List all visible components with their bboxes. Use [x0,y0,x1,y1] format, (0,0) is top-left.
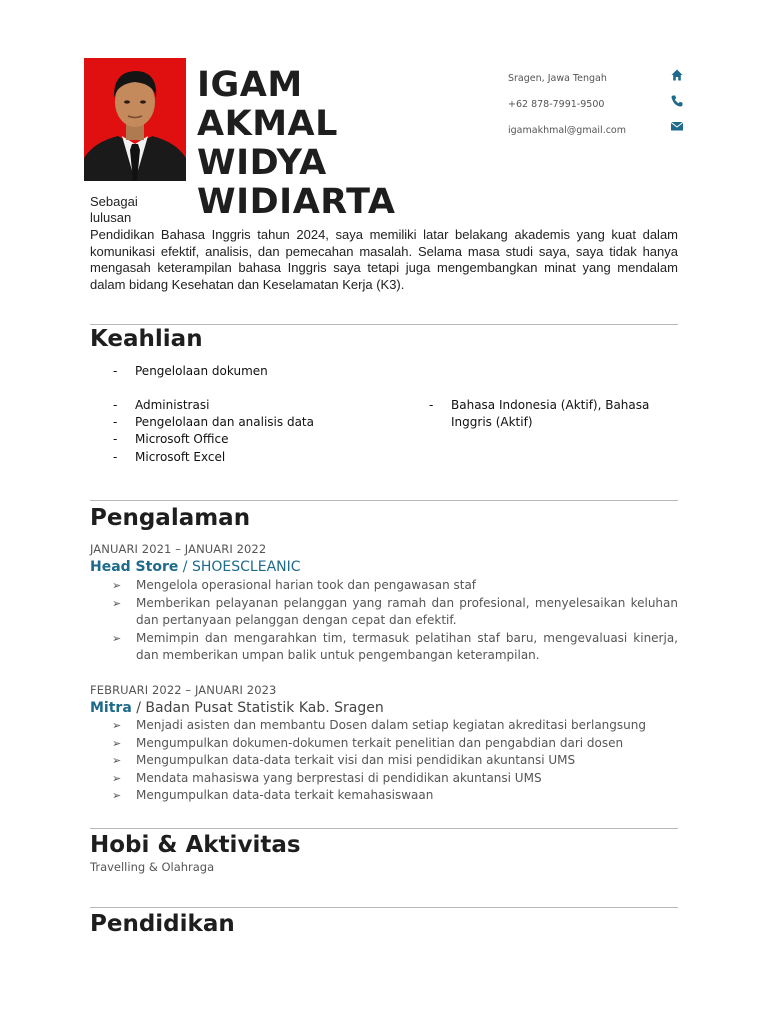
job-duties [112,577,678,665]
job-period: JANUARI 2021 – JANUARI 2022 [90,542,267,556]
skill-label: Bahasa Indonesia (Aktif), Bahasa Inggris (Aktif) [451,398,650,429]
full-name [197,66,395,222]
arrow-bullet-icon: ➢ [112,596,122,610]
name-line: WIDIARTA [197,182,396,222]
skill-item [429,397,681,431]
duty-item [112,752,678,770]
arrow-bullet-icon: ➢ [112,771,122,785]
skills-title: Keahlian [90,326,203,352]
duty-item [112,787,678,805]
job-title: Mitra [90,700,132,716]
home-icon [670,68,684,82]
contact-phone: +62 878-7991-9500 [508,99,605,110]
job-organization: SHOESCLEANIC [191,559,301,575]
arrow-bullet-icon: ➢ [112,719,122,732]
role-separator: / [131,700,146,716]
arrow-bullet-icon: ➢ [112,631,122,645]
skill-bullet: - [113,415,118,429]
skill-bullet: - [429,398,434,412]
skill-bullet: - [113,432,118,446]
duty-text: Memberikan pelayanan pelanggan yang ramah dan profesional, menyelesaikan keluhan dan pertanyaan pelanggan dengan cepat dan efektif. [136,595,678,627]
name-line: AKMAL [197,104,338,144]
skill-item [113,414,373,431]
job-duties [112,717,678,805]
section-divider [90,828,678,829]
arrow-bullet-icon: ➢ [112,736,122,750]
hobbies-title: Hobi & Aktivitas [90,832,301,858]
arrow-bullet-icon: ➢ [112,789,122,802]
duty-text: Memimpin dan mengarahkan tim, termasuk pelatihan staf baru, mengevaluasi kinerja, dan memberikan umpan balik untuk pengembangan keterampilan. [136,630,678,662]
intro-start [90,194,190,226]
intro-line: lulusan [90,210,132,225]
duty-text: Mengumpulkan dokumen-dokumen terkait penelitian dan pengabdian dari dosen [136,735,624,750]
duty-item [112,577,678,595]
job-role [90,700,384,716]
duty-text: Mengumpulkan data-data terkait kemahasiswaan [136,788,434,802]
hobbies-text: Travelling & Olahraga [90,860,215,874]
skill-label: Microsoft Office [135,432,229,446]
skill-label: Pengelolaan dan analisis data [135,415,314,429]
skill-bullet: - [113,364,118,378]
duty-text: Mengumpulkan data-data terkait visi dan misi pendidikan akuntansi UMS [136,753,576,767]
duty-item [112,770,678,788]
skill-bullet: - [113,450,118,464]
intro-line: Sebagai [90,194,138,209]
job-period: FEBRUARI 2022 – JANUARI 2023 [90,683,277,697]
section-divider [90,500,678,501]
job-role [90,559,301,575]
experience-title: Pengalaman [90,505,251,531]
duty-item [112,735,678,753]
skill-label: Pengelolaan dokumen [135,364,268,378]
section-divider [90,907,678,908]
profile-photo [84,58,186,181]
profile-summary: Pendidikan Bahasa Inggris tahun 2024, saya memiliki latar belakang akademis yang kuat dalam komunikasi efektif, analisis, dan pemecahan masalah. Selama masa studi saya, saya tidak hanya mengasah keterampilan bahasa Inggris saya tetapi juga mengembangkan minat yang mendalam dalam bidang Kesehatan dan Keselamatan Kerja (K3). [90,227,678,292]
envelope-icon [670,119,684,133]
job-organization: Badan Pusat Statistik Kab. Sragen [145,700,384,716]
skill-bullet: - [113,398,118,412]
skill-item [113,431,373,448]
contact-email: igamakhmal@gmail.com [508,125,626,136]
duty-item [112,717,678,735]
duty-text: Mendata mahasiswa yang berprestasi di pendidikan akuntansi UMS [136,770,542,785]
skill-label: Administrasi [135,398,210,412]
name-line: IGAM [197,65,303,105]
contact-location: Sragen, Jawa Tengah [508,73,607,84]
skill-item [113,363,373,380]
skill-item [113,449,373,466]
duty-item [112,630,678,665]
name-line: WIDYA [197,143,327,183]
job-title: Head Store [90,559,179,575]
duty-text: Mengelola operasional harian took dan pengawasan staf [136,578,477,592]
duty-text: Menjadi asisten dan membantu Dosen dalam setiap kegiatan akreditasi berlangsung [136,718,646,732]
phone-icon [670,94,684,108]
skill-item [113,397,373,414]
skill-label: Microsoft Excel [135,450,226,464]
role-separator: / [178,559,192,575]
arrow-bullet-icon: ➢ [112,754,122,767]
education-title: Pendidikan [90,911,235,937]
arrow-bullet-icon: ➢ [112,579,122,592]
duty-item [112,595,678,630]
